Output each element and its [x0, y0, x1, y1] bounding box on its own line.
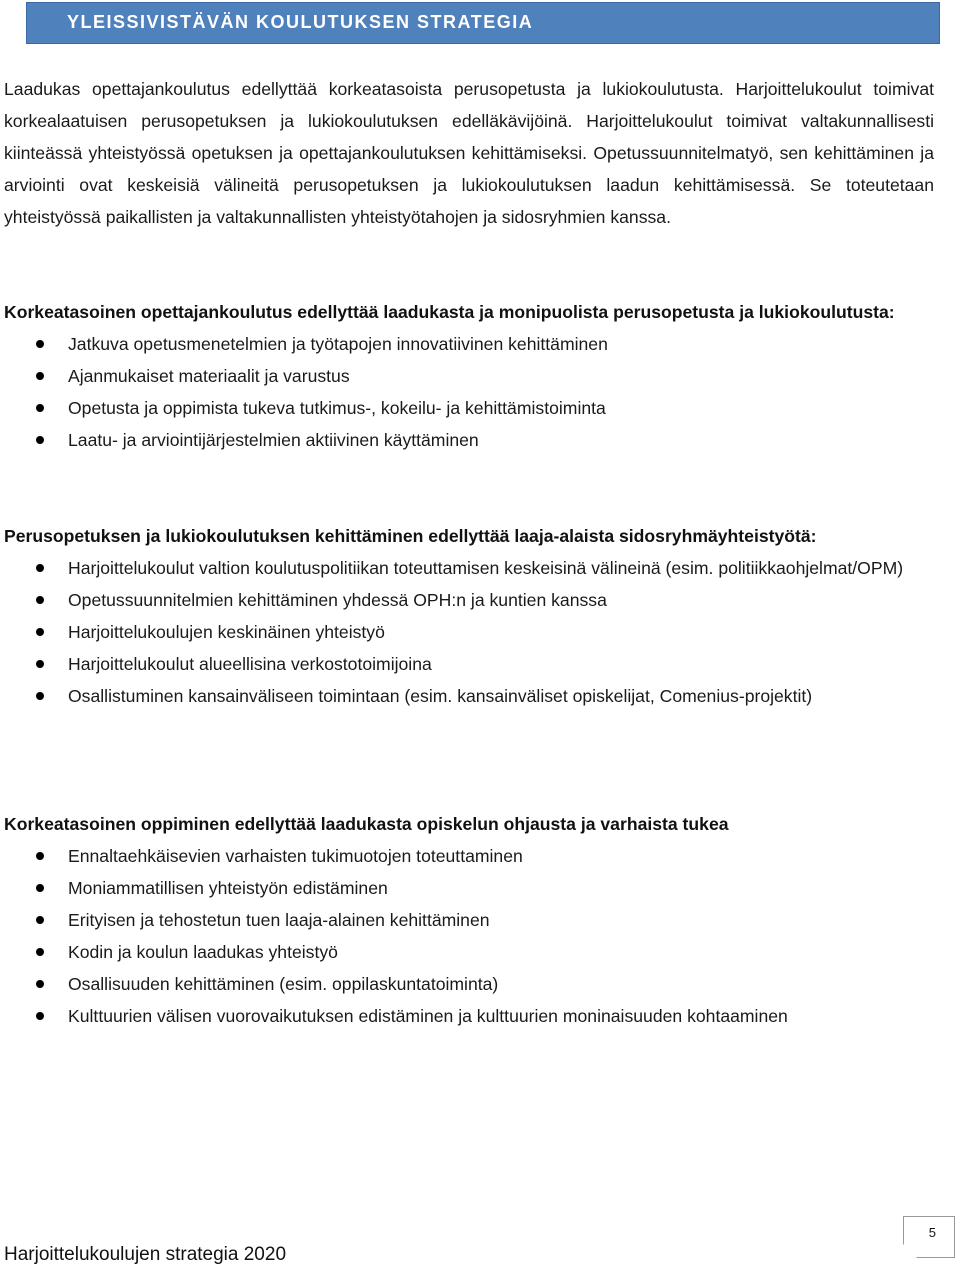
- list-item: Harjoittelukoulut alueellisina verkostotoimijoina: [4, 648, 934, 680]
- page-number: 5: [928, 1225, 936, 1240]
- bullet-icon: [36, 980, 44, 988]
- footer-title: Harjoittelukoulujen strategia 2020: [4, 1244, 287, 1265]
- bullet-icon: [36, 852, 44, 860]
- bullet-icon: [36, 916, 44, 924]
- list-item: Osallisuuden kehittäminen (esim. oppilaskuntatoiminta): [4, 968, 934, 1000]
- section-heading: Perusopetuksen ja lukiokoulutuksen kehittäminen edellyttää laaja-alaista sidosryhmäyhteistyötä:: [4, 526, 817, 546]
- intro-paragraph: Laadukas opettajankoulutus edellyttää korkeatasoista perusopetusta ja lukiokoulutusta. Harjoittelukoulut toimivat korkealaatuisen perusopetuksen ja lukiokoulutuksen edelläkävijöinä. Harjoittelukoulut toimivat valtakunnallisesti kiinteässä yhteistyössä opetuksen ja opettajankoulutuksen kehittämiseksi. Opetussuunnitelmatyö, sen kehittäminen ja arviointi ovat keskeisiä välineitä perusopetuksen ja lukiokoulutuksen laadun kehittämisessä. Se toteutetaan yhteistyössä paikallisten ja valtakunnallisten yhteistyötahojen ja sidosryhmien kanssa.: [4, 79, 934, 227]
- section-teacher-education: [4, 296, 934, 456]
- bullet-icon: [36, 884, 44, 892]
- bullet-list: [4, 840, 934, 1032]
- list-item: Osallistuminen kansainväliseen toimintaan (esim. kansainväliset opiskelijat, Comenius-projektit): [4, 680, 934, 712]
- bullet-icon: [36, 628, 44, 636]
- bullet-icon: [36, 660, 44, 668]
- list-item: Moniammatillisen yhteistyön edistäminen: [4, 872, 934, 904]
- section-stakeholder-cooperation: [4, 520, 934, 712]
- list-item: Opetusta ja oppimista tukeva tutkimus-, kokeilu- ja kehittämistoiminta: [4, 392, 934, 424]
- list-item: Harjoittelukoulujen keskinäinen yhteistyö: [4, 616, 934, 648]
- bullet-icon: [36, 404, 44, 412]
- list-item: Harjoittelukoulut valtion koulutuspolitiikan toteuttamisen keskeisinä välineinä (esim. politiikkaohjelmat/OPM): [4, 552, 934, 584]
- bullet-icon: [36, 1012, 44, 1020]
- page-number-box: [903, 1216, 955, 1258]
- section-guidance-and-support: [4, 808, 934, 1032]
- list-item: Erityisen ja tehostetun tuen laaja-alainen kehittäminen: [4, 904, 934, 936]
- bullet-icon: [36, 436, 44, 444]
- page-fold-icon: [903, 1244, 917, 1258]
- bullet-icon: [36, 564, 44, 572]
- bullet-icon: [36, 596, 44, 604]
- section-heading: Korkeatasoinen oppiminen edellyttää laadukasta opiskelun ohjausta ja varhaista tukea: [4, 814, 729, 834]
- list-item: Kulttuurien välisen vuorovaikutuksen edistäminen ja kulttuurien moninaisuuden kohtaaminen: [4, 1000, 934, 1032]
- header-band: [26, 2, 940, 44]
- document-title: YLEISSIVISTÄVÄN KOULUTUKSEN STRATEGIA: [67, 12, 534, 32]
- list-item: Laatu- ja arviointijärjestelmien aktiivinen käyttäminen: [4, 424, 934, 456]
- bullet-icon: [36, 340, 44, 348]
- bullet-list: [4, 552, 934, 712]
- section-heading: Korkeatasoinen opettajankoulutus edellyttää laadukasta ja monipuolista perusopetusta ja lukiokoulutusta:: [4, 302, 895, 322]
- list-item: Kodin ja koulun laadukas yhteistyö: [4, 936, 934, 968]
- list-item: Opetussuunnitelmien kehittäminen yhdessä OPH:n ja kuntien kanssa: [4, 584, 934, 616]
- bullet-icon: [36, 948, 44, 956]
- bullet-icon: [36, 372, 44, 380]
- list-item: Ennaltaehkäisevien varhaisten tukimuotojen toteuttaminen: [4, 840, 934, 872]
- list-item: Ajanmukaiset materiaalit ja varustus: [4, 360, 934, 392]
- bullet-list: [4, 328, 934, 456]
- bullet-icon: [36, 692, 44, 700]
- list-item: Jatkuva opetusmenetelmien ja työtapojen innovatiivinen kehittäminen: [4, 328, 934, 360]
